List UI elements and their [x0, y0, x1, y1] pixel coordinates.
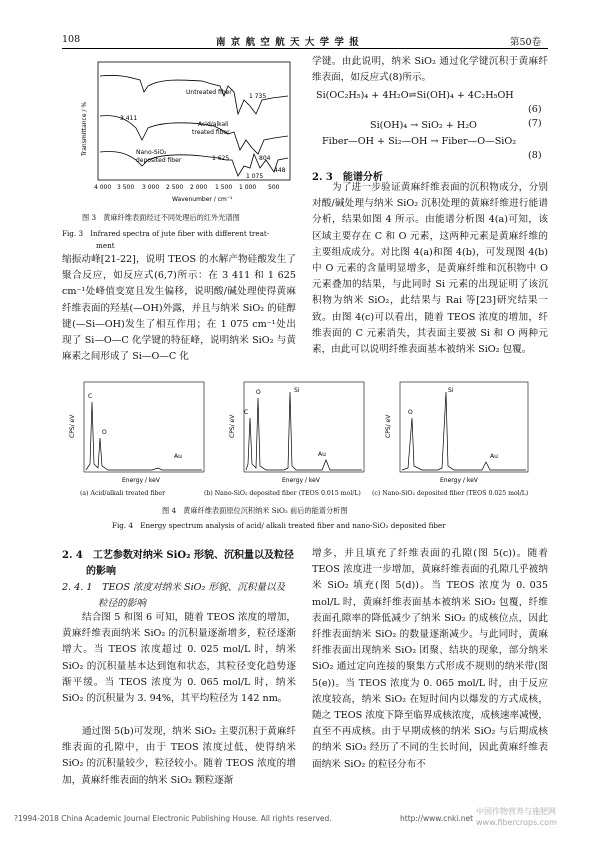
- figure4-panel-c: [385, 382, 528, 484]
- equation-8-number: (8): [528, 150, 542, 161]
- right-paragraph-3: 增多，并且填充了纤维表面的孔隙(图 5(c))。随着 TEOS 浓度进一步增加，黄麻纤维表面的孔隙几乎被纳米 SiO₂ 填充(图 5(d))。当 TEOS 浓度为 0. 035 mol/L 时，黄麻纤维表面基本被纳米 SiO₂ 包覆，纤维表面孔隙率的降低减少了纳米 SiO₂ 的成核位点，因此纤维表面纳米 SiO₂ 的数量逐渐减少。与此同时，黄麻纤维表面出现纳米 SiO₂ 团聚、结块的现象，部分纳米 SiO₂ 通过定向连接的聚集方式形成不规则的纳米带(图 5(e))。当 TEOS 浓度为 0. 065 mol/L 时，由于反应浓度较高，纳米 SiO₂ 在短时间内以爆发的方式成核，随之 TEOS 浓度下降至临界成核浓度，成核速率减慢，直至不再成核。由于早期成核的纳米 SiO₂ 与后期成核的纳米 SiO₂ 经历了不同的生长时间，因此黄麻纤维表面纳米 SiO₂ 的粒径分布不: [312, 548, 548, 770]
- subsection-2-4-1-heading-line2: 粒径的影响: [98, 598, 146, 609]
- panel-b-peak-c: C: [244, 409, 249, 416]
- page-number: 108: [62, 34, 81, 45]
- volume-label: 第50卷: [510, 37, 542, 48]
- figure3-x-axis-label: Wavenumber / cm⁻¹: [172, 196, 233, 203]
- panel-b-peak-o: O: [256, 389, 261, 396]
- figure4-caption-cn: 图 4 黄麻纤维表面原位沉积纳米 SiO₂ 前后的能谱分析图: [162, 506, 348, 515]
- panel-a-peak-c: C: [88, 393, 93, 400]
- panel-a-spectrum: [86, 402, 202, 470]
- peak-label-448: 448: [274, 167, 286, 174]
- x-tick-500: 500: [268, 184, 280, 191]
- panel-c-peak-o: O: [408, 409, 413, 416]
- peak-label-1075: 1 075: [246, 173, 264, 180]
- panel-c-peak-au: Au: [490, 453, 498, 460]
- watermark: 中国作物营养与施肥网 www.fibercrops.com: [476, 807, 557, 827]
- panel-b-spectrum: [246, 392, 362, 470]
- curve-label-acid-alkali-2: treated fiber: [192, 129, 230, 136]
- figure4-panel-a: [69, 382, 204, 484]
- equation-8: Fiber—OH + Si₂—OH → Fiber—O—SiO₂: [322, 136, 517, 147]
- right-paragraph-2: 为了进一步验证黄麻纤维表面的沉积物成分，分别对酸/碱处理与纳米 SiO₂ 沉积处理的黄麻纤维进行能谱分析，结果如图 4 所示。由能谱分析图 4(a)可知，该区域主要存在 C 和 O 元素，这两种元素是黄麻纤维的主要组成成分。对比图 4(a)和图 4(b)，可发现图 4(b)中 O 元素的含量明显增多，是黄麻纤维和沉积物中 O 元素叠加的结果，与此同时 Si 元素的出现证明了该沉积物为纳米 SiO₂，此结果与 Rai 等[23]研究结果一致。由图 4(c)可以看出，随着 TEOS 浓度的增加，纤维表面的 C 元素消失，其表面主要被 Si 和 O 两种元素，由此可以说明纤维表面基本被纳米 SiO₂ 包覆。: [312, 182, 548, 356]
- left-paragraph-2: 结合图 5 和图 6 可知，随着 TEOS 浓度的增加，黄麻纤维表面纳米 SiO₂ 的沉积量逐渐增多，粒径逐渐增大。当 TEOS 浓度超过 0. 025 mol/L 时，纳米 SiO₂ 的沉积量基本达到饱和状态，其粒径变化趋势逐渐平缓。当 TEOS 浓度为 0. 065 mol/L 时，纳米 SiO₂ 的沉积量为 3. 94%，其平均粒径为 142 nm。: [62, 612, 296, 705]
- right-paragraph-1: 学键。由此说明，纳米 SiO₂ 通过化学键沉积于黄麻纤维表面，如反应式(8)所示。: [312, 56, 548, 84]
- section-2-3-heading: 2. 3 能谱分析: [312, 172, 383, 183]
- figure3-caption-cn: 图 3 黄麻纤维表面经过不同处理后的红外光谱图: [82, 213, 240, 222]
- x-tick-3500: 3 500: [117, 184, 135, 191]
- section-2-4-heading-line1: 2. 4 工艺参数对纳米 SiO₂ 形貌、沉积量以及粒径: [62, 550, 294, 561]
- panel-c-spectrum: [402, 392, 526, 470]
- figure3-x-ticks: [94, 184, 280, 191]
- panel-b-caption: (b) Nano-SiO₂ deposited fiber (TEOS 0.015 mol/L): [204, 490, 361, 497]
- figure3-caption-en-2: ment: [96, 241, 115, 250]
- equation-6: Si(OC₂H₅)₄ + 4H₂O⇌Si(OH)₄ + 4C₂H₅OH: [316, 90, 514, 101]
- subsection-2-4-1-heading-line1: 2. 4. 1 TEOS 浓度对纳米 SiO₂ 形貌、沉积量以及: [62, 582, 286, 593]
- equation-7-number: (7): [528, 118, 542, 129]
- x-tick-2000: 2 000: [190, 184, 208, 191]
- left-paragraph-3: 通过图 5(b)可发现，纳米 SiO₂ 主要沉积于黄麻纤维表面的孔隙中，由于 TEOS 浓度过低，使得纳米 SiO₂ 的沉积量较少，粒径较小。随着 TEOS 浓度的增加，黄麻纤维表面的纳米 SiO₂ 颗粒逐渐: [62, 726, 296, 786]
- x-tick-1500: 1 500: [215, 184, 233, 191]
- panel-b-y-label: CPS/ eV: [229, 414, 236, 438]
- curve-label-acid-alkali-1: Acid/alkali: [198, 121, 229, 128]
- peak-label-804: 804: [259, 155, 271, 162]
- figure4-caption-en: Fig. 4 Energy spectrum analysis of acid/ alkali treated fiber and nano-SiO₂ deposited fiber: [112, 521, 446, 530]
- curve-label-untreated: Untreated fiber: [186, 89, 232, 96]
- journal-title: 南 京 航 空 航 天 大 学 学 报: [216, 37, 360, 48]
- x-tick-3000: 3 000: [142, 184, 160, 191]
- figure3-ir-spectra: [62, 56, 298, 206]
- figure4-energy-spectra: [62, 378, 548, 498]
- panel-c-x-label: Energy / keV: [440, 477, 478, 484]
- x-tick-4000: 4 000: [94, 184, 112, 191]
- figure4-panel-b: [229, 382, 364, 484]
- peak-label-1625: 1 625: [212, 155, 230, 162]
- peak-label-1735: 1 735: [249, 93, 267, 100]
- curve-label-nano-1: Nano-SiO₂: [136, 149, 167, 156]
- x-tick-2500: 2 500: [166, 184, 184, 191]
- panel-a-caption: (a) Acid/alkali treated fiber: [80, 490, 166, 497]
- equation-7: Si(OH)₄ → SiO₂ + H₂O: [370, 120, 477, 131]
- panel-b-peak-si: Si: [294, 387, 300, 394]
- left-paragraph-1: 缩振动峰[21-22]，说明 TEOS 的水解产物硅酸发生了聚合反应，如反应式(6,7)所示：在 3 411 和 1 625 cm⁻¹处峰值变宽且发生偏移，说明酸/碱处理使得黄麻纤维表面的羟基(—OH)外露，并且与纳米 SiO₂ 的硅醇键(—Si—OH)发生了相互作用；在 1 075 cm⁻¹处出现了 Si—O—C 化学键的特征峰，说明纳米 SiO₂ 与黄麻素之间形成了 Si—O—C 化: [62, 254, 296, 363]
- equation-6-number: (6): [528, 104, 542, 115]
- section-2-4-heading-line2: 的影响: [86, 566, 116, 577]
- panel-a-y-label: CPS/ eV: [69, 414, 76, 438]
- panel-c-peak-si: Si: [448, 387, 454, 394]
- panel-c-y-label: CPS/ eV: [385, 414, 392, 438]
- panel-c-caption: (c) Nano-SiO₂ deposited fiber (TEOS 0.025 mol/L): [372, 490, 529, 497]
- footer-url[interactable]: http://www.cnki.net: [400, 814, 474, 823]
- figure3-caption-en-1: Fig. 3 Infrared spectra of jute fiber with different treat-: [62, 229, 270, 238]
- x-tick-1000: 1 000: [239, 184, 257, 191]
- peak-label-3411: 3 411: [120, 115, 138, 122]
- header-rule: [62, 48, 548, 49]
- panel-a-x-label: Energy / keV: [122, 477, 160, 484]
- panel-b-peak-au: Au: [318, 451, 326, 458]
- panel-a-peak-au: Au: [174, 453, 182, 460]
- footer-copyright: ?1994-2018 China Academic Journal Electronic Publishing House. All rights reserved.: [14, 814, 332, 823]
- panel-b-x-label: Energy / keV: [282, 477, 320, 484]
- curve-label-nano-2: deposited fiber: [136, 157, 182, 164]
- panel-a-peak-o: O: [102, 429, 107, 436]
- figure3-y-axis-label: Transmittance / %: [81, 101, 88, 156]
